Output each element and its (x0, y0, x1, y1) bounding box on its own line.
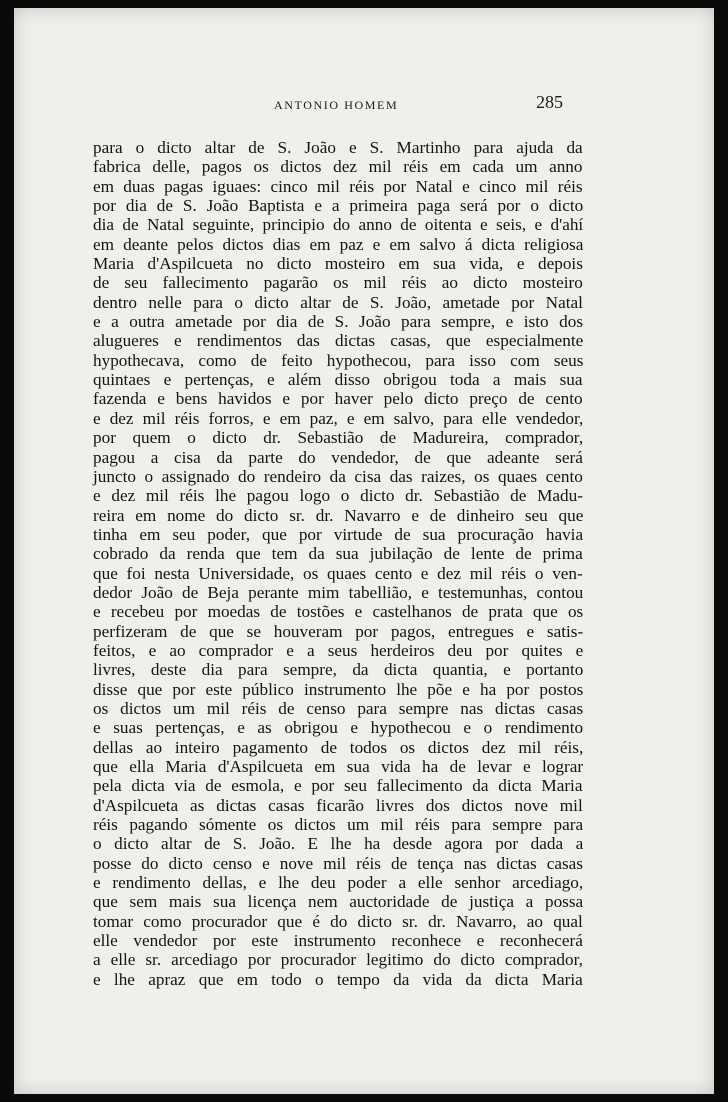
body-text (93, 138, 583, 989)
text-line: os dictos um mil réis de censo para sempre nas dictas casas (93, 698, 584, 718)
text-line: de seu fallecimento pagarão os mil réis ao dicto mosteiro (93, 273, 583, 293)
text-line: alugueres e rendimentos das dictas casas, que especialmente (93, 331, 584, 351)
text-line: réis pagando sómente os dictos um mil réis para sempre para (93, 815, 584, 835)
text-line: d'Aspilcueta as dictas casas ficarão livres dos dictos nove mil (93, 795, 583, 815)
text-line: reira em nome do dicto sr. dr. Navarro e de dinheiro seu que (93, 505, 584, 525)
text-line: e a outra ametade por dia de S. João para sempre, e isto dos (93, 312, 584, 332)
page-header (14, 92, 714, 116)
text-line: dedor João de Beja perante mim tabellião, e testemunhas, contou (93, 582, 584, 602)
text-line: hypothecava, como de feito hypothecou, para isso com seus (93, 350, 584, 370)
text-line: feitos, e ao comprador e a seus herdeiros deu por quites e (93, 640, 584, 660)
text-line: quintaes e pertenças, e além disso obrigou toda a mais sua (93, 370, 583, 390)
text-line: dellas ao inteiro pagamento de todos os dictos dez mil réis, (93, 737, 584, 757)
text-line: dentro nelle para o dicto altar de S. João, ametade por Natal (93, 292, 583, 312)
text-line: e rendimento dellas, e lhe deu poder a elle senhor arcediago, (93, 873, 584, 893)
text-line: fabrica delle, pagos os dictos dez mil réis em cada um anno (93, 157, 583, 177)
text-line: tinha em seu poder, que por virtude de sua procuração havia (93, 524, 584, 544)
text-line: e lhe apraz que em todo o tempo da vida da dicta Maria (93, 969, 583, 989)
text-line: que foi nesta Universidade, os quaes cento e dez mil réis o ven- (93, 563, 583, 583)
text-line: disse que por este público instrumento lhe põe e ha por postos (93, 679, 584, 699)
text-line: que sem mais sua licença nem auctoridade de justiça a possa (93, 892, 584, 912)
text-line: e dez mil réis lhe pagou logo o dicto dr. Sebastião de Madu- (93, 486, 583, 506)
text-line: para o dicto altar de S. João e S. Martinho para ajuda da (93, 138, 583, 157)
text-line: fazenda e bens havidos e por haver pelo dicto preço de cento (93, 389, 583, 409)
text-line: posse do dicto censo e nove mil réis de tença nas dictas casas (93, 853, 583, 873)
page-number: 285 (536, 92, 563, 112)
text-line: perfizeram de que se houveram por pagos, entregues e satis- (93, 621, 584, 641)
text-line: que ella Maria d'Aspilcueta em sua vida ha de levar e lograr (93, 757, 584, 776)
text-line: pagou a cisa da parte do vendedor, de que adeante será (93, 447, 583, 467)
text-line: em duas pagas iguaes: cinco mil réis por Natal e cinco mil réis (93, 176, 583, 196)
text-line: elle vendedor por este instrumento reconhece e reconhecerá (93, 931, 583, 951)
text-line: o dicto altar de S. João. E lhe ha desde agora por dada a (93, 834, 584, 854)
text-line: a elle sr. arcediago por procurador legitimo do dicto comprador, (93, 950, 583, 970)
running-title: ANTONIO HOMEM (274, 98, 399, 112)
text-line: pela dicta via de esmola, e por seu fallecimento da dicta Maria (93, 776, 583, 796)
text-line: livres, deste dia para sempre, da dicta quantia, e portanto (93, 660, 584, 680)
text-line: juncto o assignado do rendeiro da cisa das raizes, os quaes cento (93, 466, 583, 486)
text-line: Maria d'Aspilcueta no dicto mosteiro em sua vida, e depois (93, 254, 583, 274)
text-line: tomar como procurador que é do dicto sr. dr. Navarro, ao qual (93, 911, 583, 931)
text-line: em deante pelos dictos dias em paz e em salvo á dicta religiosa (93, 234, 584, 254)
text-line: dia de Natal seguinte, principio do anno de oitenta e seis, e d'ahí (93, 215, 584, 235)
text-line: e dez mil réis forros, e em paz, e em salvo, para elle vendedor, (93, 408, 584, 428)
text-line: por quem o dicto dr. Sebastião de Madureira, comprador, (93, 428, 584, 448)
text-line: e recebeu por moedas de tostões e castelhanos de prata que os (93, 602, 584, 622)
book-page (14, 8, 714, 1094)
text-line: cobrado da renda que tem da sua jubilação de lente de prima (93, 544, 583, 564)
text-line: e suas pertenças, e as obrigou e hypothecou e o rendimento (93, 718, 584, 738)
text-line: por dia de S. João Baptista e a primeira paga será por o dicto (93, 196, 584, 216)
